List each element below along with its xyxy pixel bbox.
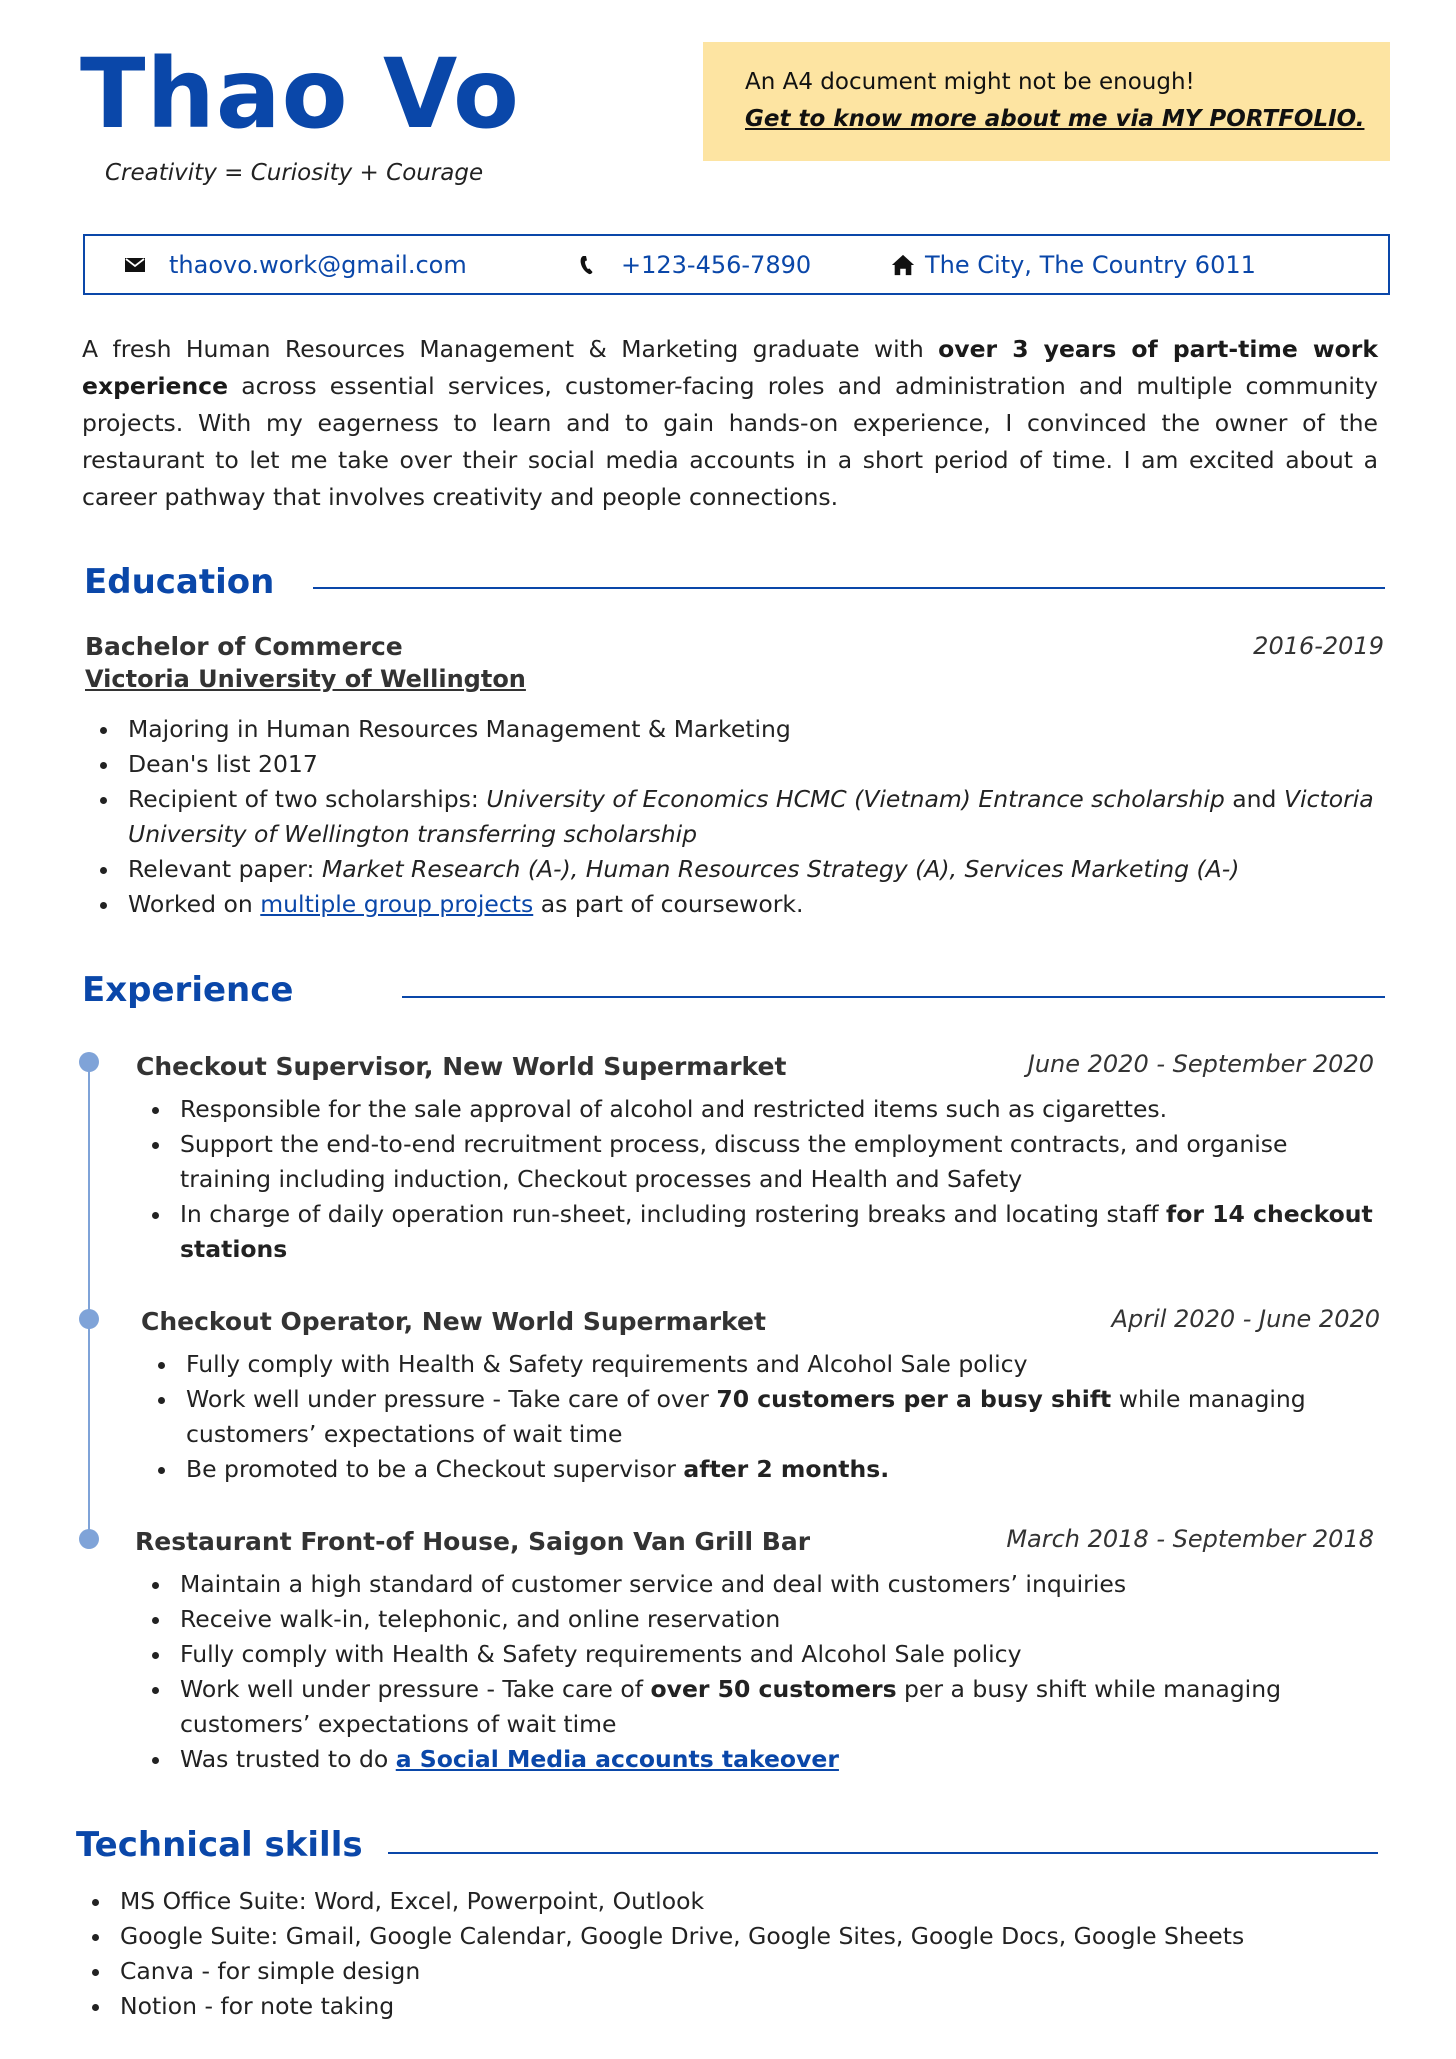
university-link[interactable]: Victoria University of Wellington <box>85 665 526 693</box>
section-divider <box>388 1852 1378 1854</box>
timeline-line <box>88 1063 90 1543</box>
list-item: Work well under pressure - Take care of over 50 customers per a busy shift while managing customers’ expectations of wait time <box>136 1672 1336 1742</box>
skills-list <box>76 1884 1376 2024</box>
section-divider <box>313 587 1385 589</box>
list-item: Majoring in Human Resources Management & Marketing <box>84 712 1394 747</box>
list-item: Responsible for the sale approval of alcohol and restricted items such as cigarettes. <box>136 1092 1376 1127</box>
social-media-takeover-link[interactable]: a Social Media accounts takeover <box>395 1745 839 1773</box>
summary-text: across essential services, customer-facing roles and administration and multiple community projects. With my eagerness to learn and to gain hands-on experience, I convinced the owner of the restaurant to let me take over their social media accounts in a short period of time. I am excited about a career pathway that involves creativity and people connections. <box>82 372 1378 511</box>
home-icon <box>891 253 915 277</box>
list-item: Maintain a high standard of customer service and deal with customers’ inquiries <box>136 1567 1336 1602</box>
section-title-experience: Experience <box>82 970 294 1010</box>
list-item: Canva - for simple design <box>76 1954 1376 1989</box>
summary-paragraph <box>82 331 1378 516</box>
job-title: Checkout Operator, New World Supermarket <box>141 1307 766 1336</box>
email-text: thaovo.work@gmail.com <box>169 250 467 279</box>
phone-text: +123-456-7890 <box>621 250 812 279</box>
address-text: The City, The Country 6011 <box>925 250 1256 279</box>
list-item: Fully comply with Health & Safety requirements and Alcohol Sale policy <box>142 1347 1342 1382</box>
section-divider <box>402 996 1385 998</box>
contact-email[interactable] <box>123 236 467 293</box>
summary-text: A fresh Human Resources Management & Marketing graduate with <box>82 335 939 363</box>
education-dates: 2016-2019 <box>1253 632 1384 660</box>
list-item: Relevant paper: Market Research (A-), Human Resources Strategy (A), Services Marketing (A-) <box>84 852 1394 887</box>
portfolio-link[interactable]: Get to know more about me via MY PORTFOLIO. <box>745 106 1365 132</box>
list-item: MS Office Suite: Word, Excel, Powerpoint, Outlook <box>76 1884 1376 1919</box>
job-title: Checkout Supervisor, New World Supermarket <box>136 1052 787 1081</box>
list-item: Google Suite: Gmail, Google Calendar, Google Drive, Google Sites, Google Docs, Google Sheets <box>76 1919 1376 1954</box>
job-bullets <box>136 1092 1376 1267</box>
list-item: In charge of daily operation run-sheet, including rostering breaks and locating staff for 14 checkout stations <box>136 1197 1376 1267</box>
list-item: Notion - for note taking <box>76 1989 1376 2024</box>
education-bullets <box>84 712 1394 922</box>
degree: Bachelor of Commerce <box>85 632 403 661</box>
job-dates: June 2020 - September 2020 <box>1027 1050 1374 1078</box>
list-item: Be promoted to be a Checkout supervisor after 2 months. <box>142 1452 1342 1487</box>
job-dates: April 2020 - June 2020 <box>1111 1305 1380 1333</box>
group-projects-link[interactable]: multiple group projects <box>260 890 534 918</box>
portfolio-banner <box>703 42 1390 161</box>
timeline-dot <box>79 1529 99 1549</box>
envelope-icon <box>123 253 147 277</box>
job-bullets <box>142 1347 1342 1487</box>
timeline-dot <box>79 1052 99 1072</box>
list-item: Recipient of two scholarships: University of Economics HCMC (Vietnam) Entrance scholarship and Victoria University of Wellington transferring scholarship <box>84 782 1394 852</box>
contact-box <box>83 234 1390 295</box>
list-item: Was trusted to do a Social Media accounts takeover <box>136 1742 1336 1777</box>
section-title-skills: Technical skills <box>76 1825 363 1865</box>
tagline: Creativity = Curiosity + Courage <box>105 160 484 186</box>
summary-highlight: over 3 years of part-time work experience <box>82 335 1378 400</box>
banner-text: An A4 document might not be enough! <box>745 69 1195 95</box>
list-item: Dean's list 2017 <box>84 747 1394 782</box>
candidate-name: Thao Vo <box>80 38 520 150</box>
list-item: Fully comply with Health & Safety requirements and Alcohol Sale policy <box>136 1637 1336 1672</box>
phone-icon <box>575 253 599 277</box>
job-dates: March 2018 - September 2018 <box>1006 1525 1374 1553</box>
list-item: Worked on multiple group projects as part of coursework. <box>84 887 1394 922</box>
timeline-dot <box>79 1309 99 1329</box>
job-bullets <box>136 1567 1336 1777</box>
job-title: Restaurant Front-of House, Saigon Van Grill Bar <box>135 1527 811 1556</box>
list-item: Support the end-to-end recruitment process, discuss the employment contracts, and organise training including induction, Checkout processes and Health and Safety <box>136 1127 1376 1197</box>
section-title-education: Education <box>84 562 275 602</box>
contact-phone[interactable] <box>575 236 811 293</box>
contact-address <box>891 236 1256 293</box>
list-item: Receive walk-in, telephonic, and online reservation <box>136 1602 1336 1637</box>
list-item: Work well under pressure - Take care of over 70 customers per a busy shift while managing customers’ expectations of wait time <box>142 1382 1342 1452</box>
